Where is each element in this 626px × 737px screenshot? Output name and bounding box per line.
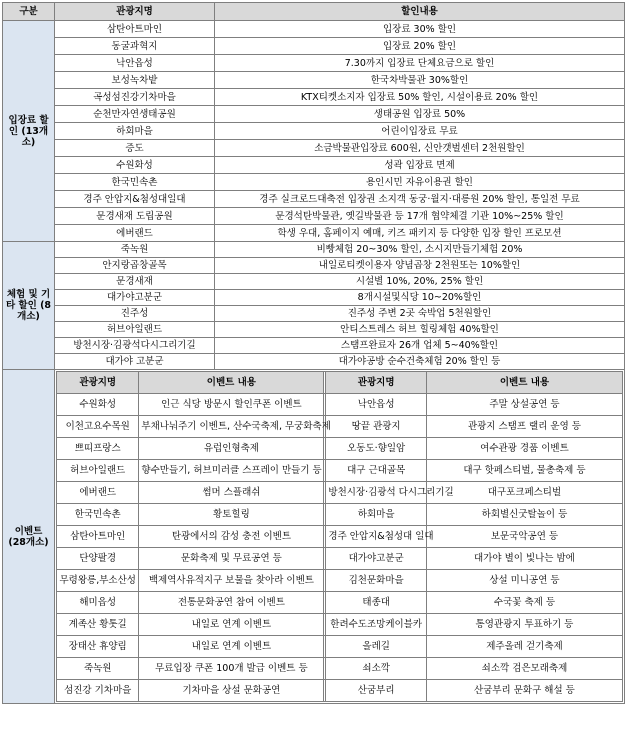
event-site-right: 올레길 bbox=[326, 636, 427, 658]
table-row bbox=[3, 89, 625, 106]
site-name: 하회마을 bbox=[55, 123, 215, 140]
discount-detail: 진주성 주변 2곳 숙박업 5천원할인 bbox=[215, 306, 625, 322]
event-site-right: 대가야고분군 bbox=[326, 548, 427, 570]
event-row bbox=[57, 614, 623, 636]
discount-detail: 용인시민 자유이용권 할인 bbox=[215, 174, 625, 191]
table-row bbox=[3, 258, 625, 274]
event-site-right: 산굼부리 bbox=[326, 680, 427, 702]
event-site-right: 한려수도조망케이블카 bbox=[326, 614, 427, 636]
event-site-left: 삼탄아트마인 bbox=[57, 526, 139, 548]
header-discount: 할인내용 bbox=[215, 3, 625, 21]
event-content-right: 주말 상설공연 등 bbox=[426, 394, 622, 416]
event-content-left: 탄광에서의 감성 충전 이벤트 bbox=[139, 526, 324, 548]
event-site-left: 해미읍성 bbox=[57, 592, 139, 614]
event-row bbox=[57, 460, 623, 482]
discount-detail: 소금박물관입장료 600원, 신안갯벌센터 2천원할인 bbox=[215, 140, 625, 157]
discount-detail: 대가야공방 순수건축체험 20% 할인 등 bbox=[215, 354, 625, 370]
site-name: 방천시장·김광석다시그리기길 bbox=[55, 338, 215, 354]
table-row bbox=[3, 354, 625, 370]
event-content-right: 하회별신굿탈놀이 등 bbox=[426, 504, 622, 526]
table-row bbox=[3, 338, 625, 354]
event-site-right: 쇠소깍 bbox=[326, 658, 427, 680]
discount-detail: 안티스트레스 허브 힐링체험 40%할인 bbox=[215, 322, 625, 338]
event-row bbox=[57, 658, 623, 680]
event-site-right: 경주 안압지&첨성대 일대 bbox=[326, 526, 427, 548]
discount-detail: 학생 우대, 홈페이지 예매, 키즈 패키지 등 다양한 입장 할인 프로모션 bbox=[215, 225, 625, 242]
event-site-left: 죽녹원 bbox=[57, 658, 139, 680]
discount-detail: 7.30까지 입장료 단체요금으로 할인 bbox=[215, 55, 625, 72]
event-site-right: 김천문화마을 bbox=[326, 570, 427, 592]
site-name: 경주 안압지&첨성대일대 bbox=[55, 191, 215, 208]
event-site-right: 대구 근대골목 bbox=[326, 460, 427, 482]
event-site-left: 장태산 휴양림 bbox=[57, 636, 139, 658]
section-label-events: 이벤트 (28개소) bbox=[3, 370, 55, 704]
event-content-right: 수국꽃 축제 등 bbox=[426, 592, 622, 614]
discount-detail: 생태공원 입장료 50% bbox=[215, 106, 625, 123]
event-content-right: 산굼부리 문화구 해설 등 bbox=[426, 680, 622, 702]
event-site-left: 에버랜드 bbox=[57, 482, 139, 504]
event-content-right: 쇠소깍 검은모래축제 bbox=[426, 658, 622, 680]
event-site-left: 허브아일랜드 bbox=[57, 460, 139, 482]
table-row bbox=[3, 38, 625, 55]
site-name: 대가야 고분군 bbox=[55, 354, 215, 370]
event-site-left: 쁘띠프랑스 bbox=[57, 438, 139, 460]
event-row bbox=[57, 548, 623, 570]
table-row bbox=[3, 290, 625, 306]
header-category: 구분 bbox=[3, 3, 55, 21]
discount-detail: 비빵체험 20~30% 할인, 소시지만들기체험 20% bbox=[215, 242, 625, 258]
event-content-right: 대구포크페스티벌 bbox=[426, 482, 622, 504]
discount-detail: 어린이입장료 무료 bbox=[215, 123, 625, 140]
discount-detail: 성곽 입장료 면제 bbox=[215, 157, 625, 174]
site-name: 대가야고분군 bbox=[55, 290, 215, 306]
event-content-left: 황토힐링 bbox=[139, 504, 324, 526]
table-row bbox=[3, 225, 625, 242]
table-row bbox=[3, 123, 625, 140]
event-row bbox=[57, 438, 623, 460]
event-content-left: 내일로 연계 이벤트 bbox=[139, 636, 324, 658]
table-row bbox=[3, 72, 625, 89]
event-site-left: 한국민속촌 bbox=[57, 504, 139, 526]
event-row bbox=[57, 482, 623, 504]
site-name: 수원화성 bbox=[55, 157, 215, 174]
event-site-left: 이천고요수목원 bbox=[57, 416, 139, 438]
event-site-left: 단양팔경 bbox=[57, 548, 139, 570]
site-name: 허브아일랜드 bbox=[55, 322, 215, 338]
site-name: 안지랑곱창골목 bbox=[55, 258, 215, 274]
event-content-right: 여수관광 경품 이벤트 bbox=[426, 438, 622, 460]
table-row bbox=[3, 274, 625, 290]
table-row bbox=[3, 174, 625, 191]
event-row bbox=[57, 592, 623, 614]
event-content-left: 문화축제 및 무료공연 등 bbox=[139, 548, 324, 570]
event-site-left: 무령왕릉,부소산성 bbox=[57, 570, 139, 592]
event-site-right: 낙안읍성 bbox=[326, 394, 427, 416]
event-site-right: 태종대 bbox=[326, 592, 427, 614]
event-content-right: 대구 핫페스티벌, 물총축제 등 bbox=[426, 460, 622, 482]
event-content-right: 보문국악공연 등 bbox=[426, 526, 622, 548]
discount-detail: KTX티켓소지자 입장료 50% 할인, 시설이용료 20% 할인 bbox=[215, 89, 625, 106]
event-content-left: 기차마을 상설 문화공연 bbox=[139, 680, 324, 702]
event-site-right: 땅끝 관광지 bbox=[326, 416, 427, 438]
event-content-left: 썸머 스플래쉬 bbox=[139, 482, 324, 504]
event-content-left: 전통문화공연 참여 이벤트 bbox=[139, 592, 324, 614]
discount-detail: 스탬프완료자 26개 업체 5~40%할인 bbox=[215, 338, 625, 354]
event-site-right: 방천시장·김광석 다시그리기길 bbox=[326, 482, 427, 504]
site-name: 낙안읍성 bbox=[55, 55, 215, 72]
table-row bbox=[3, 242, 625, 258]
event-row bbox=[57, 636, 623, 658]
site-name: 보성녹차밭 bbox=[55, 72, 215, 89]
site-name: 죽녹원 bbox=[55, 242, 215, 258]
event-row bbox=[57, 504, 623, 526]
discount-detail: 경주 실크로드대축전 입장권 소지객 동궁·월지·대릉원 20% 할인, 통일전 무료 bbox=[215, 191, 625, 208]
event-site-left: 섬진강 기차마을 bbox=[57, 680, 139, 702]
event-site-right: 오동도·향일암 bbox=[326, 438, 427, 460]
event-header-event-left: 이벤트 내용 bbox=[139, 372, 324, 394]
section-label-admission: 입장료 할인 (13개소) bbox=[3, 21, 55, 242]
site-name: 문경새재 bbox=[55, 274, 215, 290]
event-content-right: 관광지 스탬프 랠리 운영 등 bbox=[426, 416, 622, 438]
table-row bbox=[3, 157, 625, 174]
discount-detail: 8개시설및식당 10~20%할인 bbox=[215, 290, 625, 306]
discount-table bbox=[2, 2, 625, 704]
discount-detail: 문경석탄박물관, 옛길박물관 등 17개 협약체결 기관 10%~25% 할인 bbox=[215, 208, 625, 225]
table-row bbox=[3, 106, 625, 123]
event-content-right: 제주올레 걷기축제 bbox=[426, 636, 622, 658]
event-content-left: 향수만들기, 허브미러클 스프레이 만들기 등 bbox=[139, 460, 324, 482]
header-site: 관광지명 bbox=[55, 3, 215, 21]
site-name: 삼탄아트마인 bbox=[55, 21, 215, 38]
table-row bbox=[3, 322, 625, 338]
site-name: 순천만자연생태공원 bbox=[55, 106, 215, 123]
event-content-left: 백제역사유적지구 보물을 찾아라 이벤트 bbox=[139, 570, 324, 592]
discount-table-container bbox=[2, 2, 624, 704]
event-header-site-right: 관광지명 bbox=[326, 372, 427, 394]
event-site-left: 수원화성 bbox=[57, 394, 139, 416]
event-content-left: 내일로 연계 이벤트 bbox=[139, 614, 324, 636]
section-label-experience: 체험 및 기타 할인 (8개소) bbox=[3, 242, 55, 370]
table-row bbox=[3, 55, 625, 72]
event-header-row bbox=[57, 372, 623, 394]
event-table bbox=[56, 371, 623, 702]
site-name: 에버랜드 bbox=[55, 225, 215, 242]
discount-detail: 입장료 30% 할인 bbox=[215, 21, 625, 38]
event-content-left: 유럽인형축제 bbox=[139, 438, 324, 460]
discount-detail: 시설별 10%, 20%, 25% 할인 bbox=[215, 274, 625, 290]
site-name: 곡성섬진강기차마을 bbox=[55, 89, 215, 106]
event-content-right: 통영관광지 투표하기 등 bbox=[426, 614, 622, 636]
site-name: 진주성 bbox=[55, 306, 215, 322]
event-row bbox=[57, 526, 623, 548]
table-row bbox=[3, 191, 625, 208]
event-site-right: 하회마을 bbox=[326, 504, 427, 526]
table-header-row bbox=[3, 3, 625, 21]
event-row bbox=[57, 680, 623, 702]
table-row bbox=[3, 140, 625, 157]
event-content-right: 대가야 별이 빛나는 밤에 bbox=[426, 548, 622, 570]
event-row bbox=[57, 570, 623, 592]
event-content-right: 상설 미니공연 등 bbox=[426, 570, 622, 592]
discount-detail: 내일로티켓이용자 양념곱창 2천원또는 10%할인 bbox=[215, 258, 625, 274]
event-content-left: 무료입장 쿠폰 100개 발급 이벤트 등 bbox=[139, 658, 324, 680]
event-row bbox=[57, 416, 623, 438]
discount-detail: 한국차박물관 30%할인 bbox=[215, 72, 625, 89]
table-row bbox=[3, 306, 625, 322]
event-header-event-right: 이벤트 내용 bbox=[426, 372, 622, 394]
event-header-site-left: 관광지명 bbox=[57, 372, 139, 394]
site-name: 동굴과혁지 bbox=[55, 38, 215, 55]
event-site-left: 계족산 황톳길 bbox=[57, 614, 139, 636]
table-row bbox=[3, 21, 625, 38]
table-row bbox=[3, 208, 625, 225]
site-name: 문경새재 도립공원 bbox=[55, 208, 215, 225]
event-row bbox=[57, 394, 623, 416]
event-content-left: 부채나눠주기 이벤트, 산수국축제, 무궁화축제 bbox=[139, 416, 324, 438]
discount-detail: 입장료 20% 할인 bbox=[215, 38, 625, 55]
site-name: 증도 bbox=[55, 140, 215, 157]
event-content-left: 인근 식당 방문시 할인쿠폰 이벤트 bbox=[139, 394, 324, 416]
site-name: 한국민속촌 bbox=[55, 174, 215, 191]
